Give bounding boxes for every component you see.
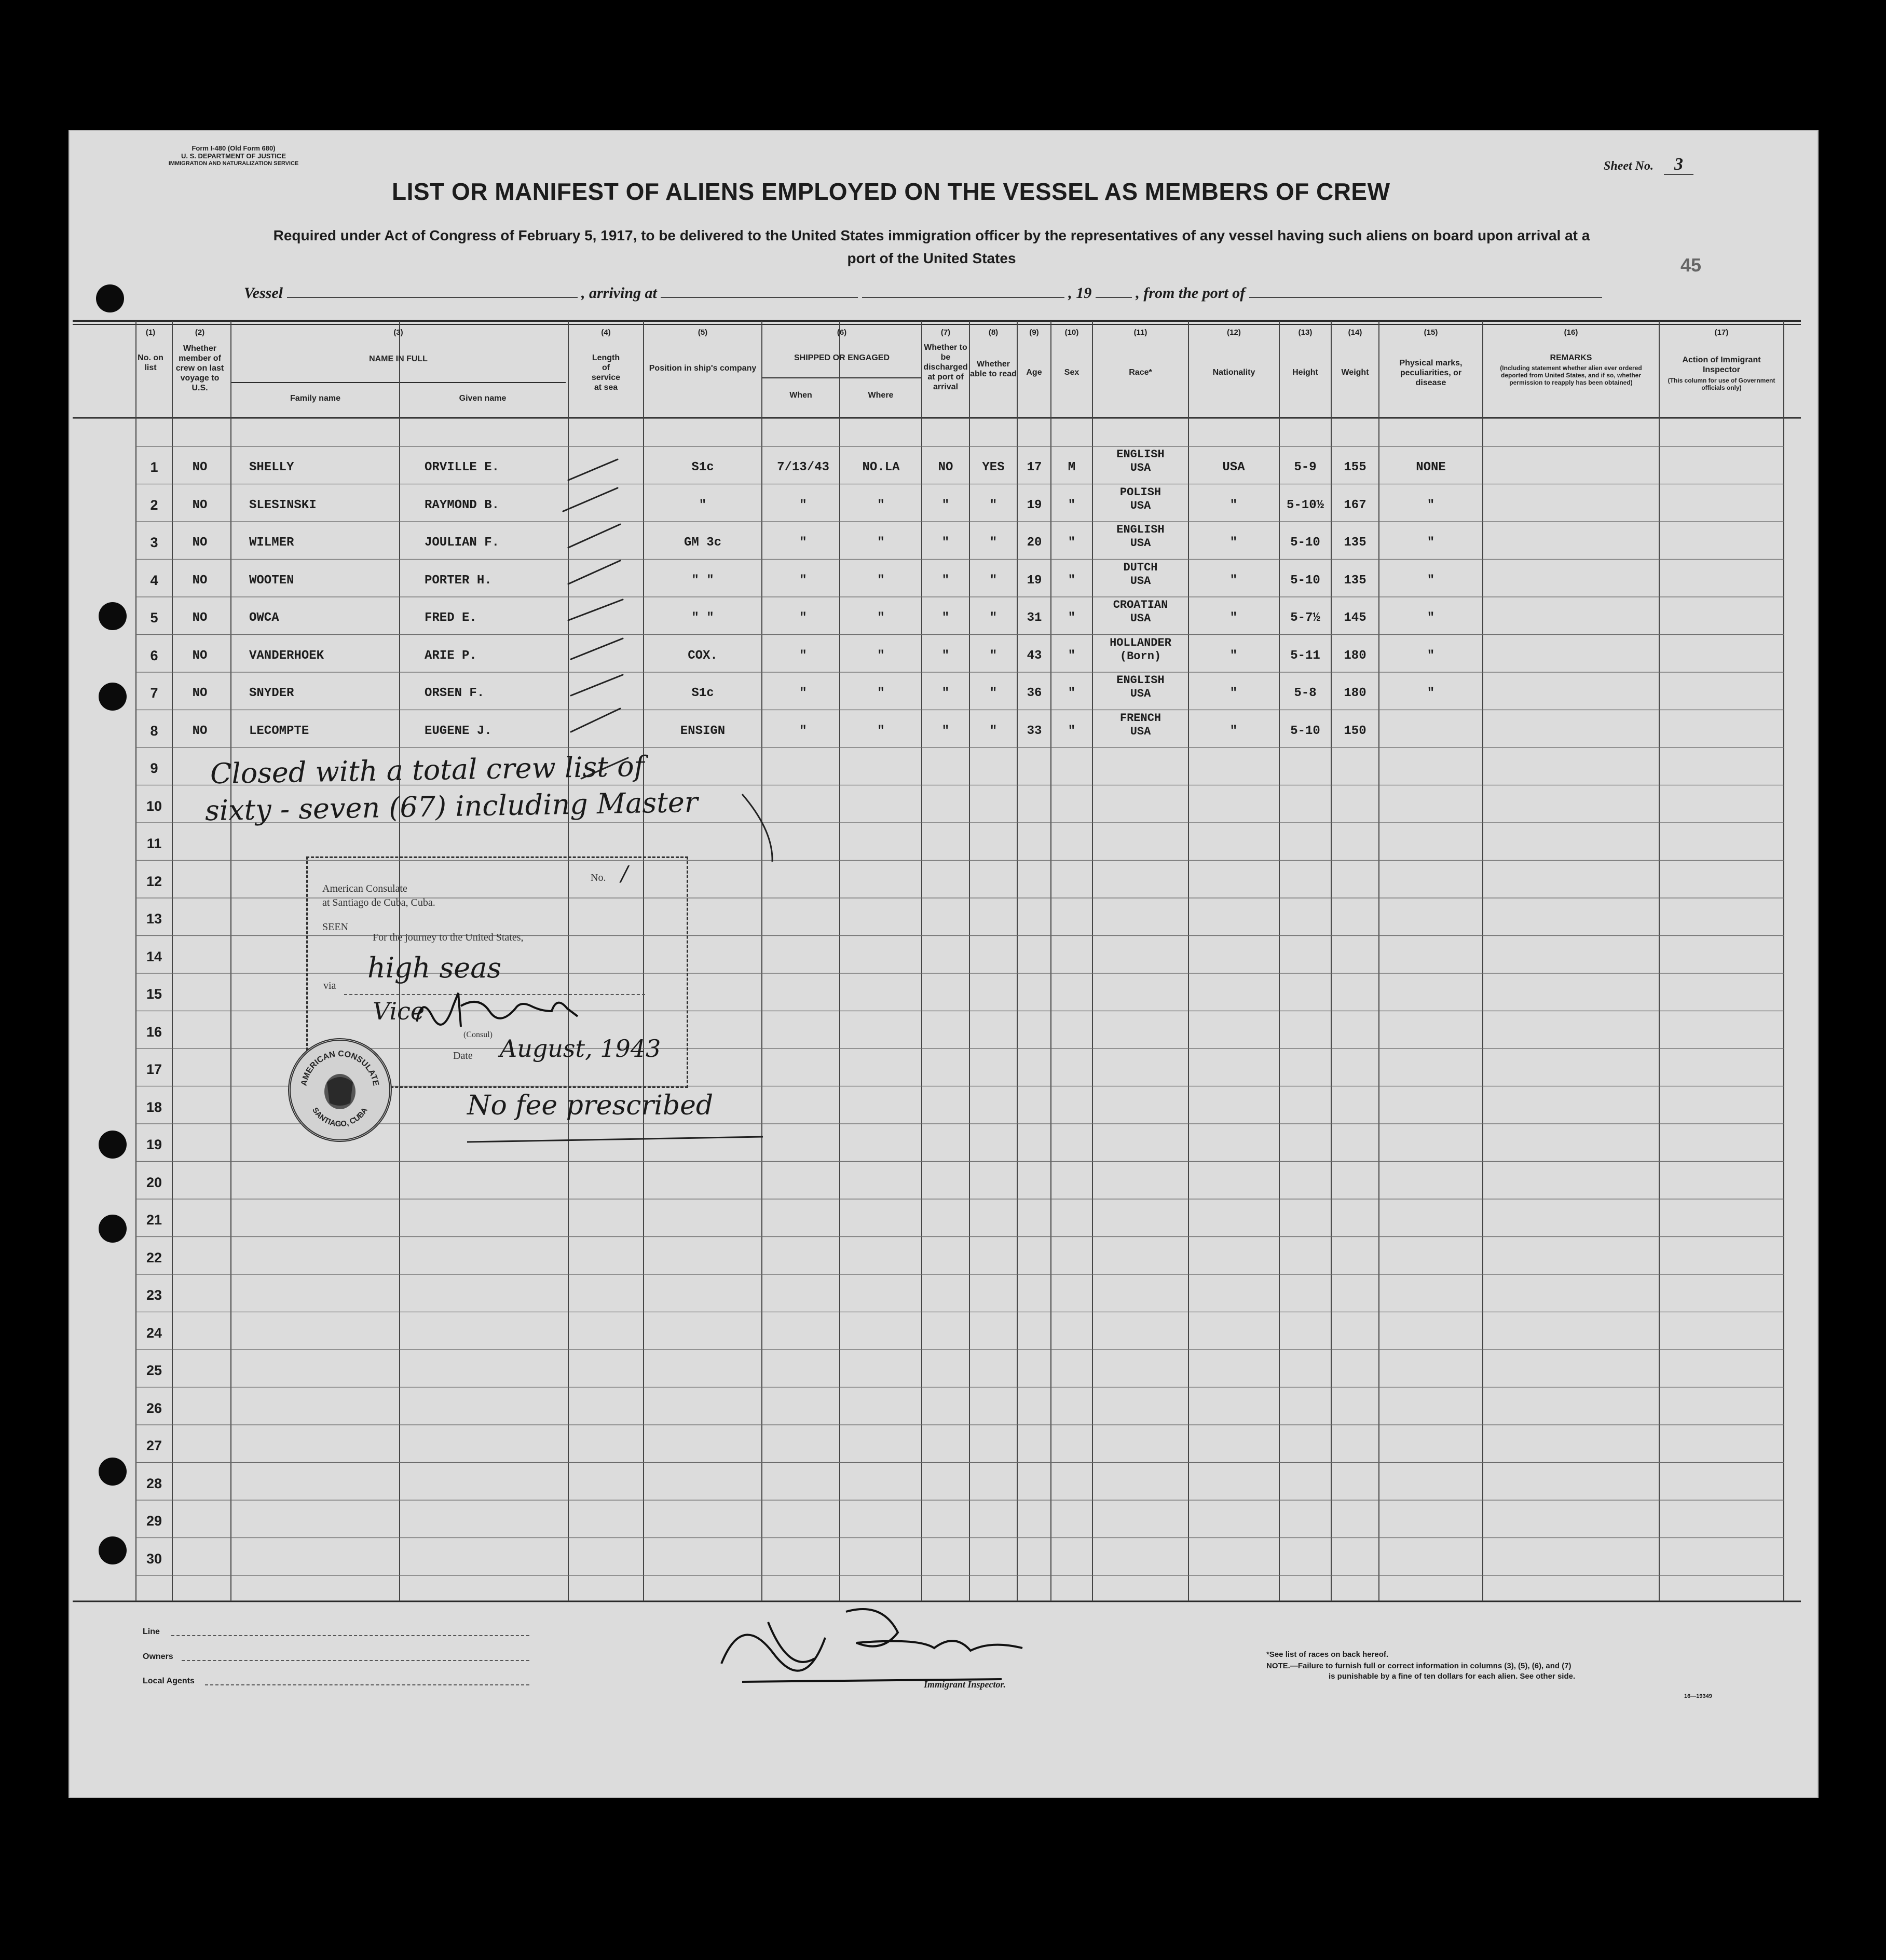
cell-sex: M [1068, 460, 1076, 474]
race-line-1: POLISH [1119, 485, 1161, 499]
stamp-no-label: No. [591, 872, 606, 883]
stamp-location: at Santiago de Cuba, Cuba. [322, 897, 435, 908]
row-number: 3 [150, 535, 158, 550]
col-number: (12) [1227, 328, 1241, 337]
cell-position: GM 3c [684, 536, 721, 550]
row-number: 27 [146, 1438, 162, 1453]
cell-read: " [989, 648, 997, 663]
col-number: (17) [1714, 328, 1729, 337]
col-header-when: When [789, 391, 812, 400]
cell-where: " [877, 611, 885, 625]
cell-given: ARIE P. [425, 648, 477, 663]
cell-marks: " [1427, 686, 1435, 700]
vessel-label: Vessel [244, 284, 283, 302]
penalty-note-2: is punishable by a fine of ten dollars for each alien. See other side. [1329, 1672, 1576, 1681]
cell-age: 20 [1027, 536, 1042, 550]
stamp-signature-prefix: Vice [373, 997, 425, 1025]
col-header-name: NAME IN FULL [369, 355, 428, 363]
row-number: 30 [146, 1550, 162, 1567]
cell-weight: 180 [1344, 686, 1366, 700]
arriving-label: , arriving at [581, 284, 657, 302]
race-line-2: USA [1130, 461, 1151, 474]
row-number: 11 [146, 836, 162, 851]
row-number: 20 [146, 1174, 162, 1190]
col-header-height: Height [1292, 368, 1318, 377]
closing-note-line-1: Closed with a total crew list of [210, 750, 645, 791]
race-line-2: USA [1130, 537, 1151, 550]
cell-nationality: " [1229, 724, 1238, 738]
cell-age: 19 [1027, 498, 1042, 512]
cell-last-voyage: NO [192, 536, 208, 550]
col-header-remarks: REMARKS [1550, 353, 1592, 362]
cell-height: 5-10 [1290, 573, 1320, 588]
race-line-1: ENGLISH [1116, 523, 1165, 536]
cell-when: " [799, 498, 807, 512]
col-header-where: Where [868, 391, 894, 400]
cell-read: " [989, 611, 997, 625]
col-header-no: No. on list [138, 353, 163, 372]
cell-last-voyage: NO [192, 611, 208, 625]
race-line-1: DUTCH [1123, 561, 1158, 574]
col-header-position: Position in ship's company [649, 364, 757, 373]
penalty-note: NOTE.—Failure to furnish full or correct information in columns (3), (5), (6), and (7) [1266, 1662, 1571, 1670]
cell-weight: 167 [1344, 498, 1366, 512]
row-number: 9 [150, 760, 158, 776]
cell-last-voyage: NO [192, 648, 208, 663]
cell-discharged: " [941, 573, 950, 588]
cell-given: FRED E. [425, 611, 477, 625]
cell-age: 31 [1027, 611, 1042, 625]
cell-where: " [877, 536, 885, 550]
row-number: 21 [146, 1212, 162, 1228]
col-number: (7) [940, 328, 951, 337]
cell-discharged: " [941, 498, 950, 512]
cell-age: 36 [1027, 686, 1042, 700]
department: U. S. DEPARTMENT OF JUSTICE [181, 152, 286, 160]
cell-weight: 150 [1344, 724, 1366, 738]
cell-read: " [989, 498, 997, 512]
cell-read: YES [982, 460, 1005, 474]
col-number: (11) [1133, 328, 1147, 337]
col-number: (14) [1348, 328, 1362, 337]
row-number: 23 [146, 1287, 162, 1303]
cell-discharged: " [941, 611, 950, 625]
col-header-discharged: Whether to be discharged at port of arrival [923, 343, 968, 391]
col-number: (2) [195, 328, 205, 337]
cell-nationality: USA [1222, 460, 1245, 474]
race-line-2: USA [1130, 612, 1151, 625]
cell-last-voyage: NO [192, 498, 208, 512]
row-number: 2 [150, 497, 158, 513]
col-header-marks: Physical marks, peculiarities, or disease [1399, 359, 1463, 387]
cell-sex: " [1068, 686, 1076, 700]
stamp-via-label: via [323, 980, 336, 991]
row-number: 8 [150, 723, 158, 739]
page-title: LIST OR MANIFEST OF ALIENS EMPLOYED ON THE VESSEL AS MEMBERS OF CREW [392, 178, 1390, 205]
cell-last-voyage: NO [192, 724, 208, 738]
stamp-consulate: American Consulate [322, 883, 407, 894]
cell-read: " [989, 536, 997, 550]
cell-discharged: " [941, 536, 950, 550]
inspector-label: Immigrant Inspector. [924, 1679, 1006, 1690]
col-number: (6) [837, 328, 847, 337]
cell-family: WILMER [249, 536, 294, 550]
cell-nationality: " [1229, 536, 1238, 550]
cell-given: RAYMOND B. [425, 498, 500, 512]
footer-line-label: Line [143, 1627, 160, 1636]
cell-where: " [877, 648, 885, 663]
cell-weight: 135 [1344, 536, 1366, 550]
col-header-shipped: SHIPPED OR ENGAGED [794, 353, 890, 362]
cell-position: " " [691, 611, 714, 625]
cell-height: 5-8 [1294, 686, 1317, 700]
seal-top-text: AMERICAN CONSULATE [299, 1049, 380, 1087]
service: IMMIGRATION AND NATURALIZATION SERVICE [168, 160, 299, 167]
col-number: (3) [393, 328, 403, 337]
cell-marks: " [1427, 611, 1435, 625]
from-label: , from the port of [1136, 284, 1246, 302]
footer-line-field [171, 1635, 529, 1636]
cell-weight: 155 [1344, 460, 1366, 474]
cell-family: SHELLY [249, 460, 294, 474]
row-number: 16 [146, 1024, 162, 1040]
col-number: (16) [1564, 328, 1578, 337]
cell-age: 17 [1027, 460, 1042, 474]
cell-last-voyage: NO [192, 573, 208, 588]
cell-nationality: " [1229, 498, 1238, 512]
cell-age: 33 [1027, 724, 1042, 738]
race-line-1: ENGLISH [1116, 674, 1165, 687]
row-number: 29 [146, 1513, 162, 1529]
cell-sex: " [1068, 611, 1076, 625]
cell-where: " [877, 498, 885, 512]
row-number: 28 [146, 1475, 162, 1491]
race-line-2: (Born) [1119, 649, 1161, 663]
row-number: 6 [150, 647, 158, 663]
col-header-sex: Sex [1064, 368, 1079, 377]
row-number: 25 [146, 1363, 162, 1378]
cell-family: SLESINSKI [249, 498, 317, 512]
no-fee-note: No fee prescribed [467, 1090, 714, 1121]
cell-last-voyage: NO [192, 686, 208, 700]
cell-marks: " [1427, 573, 1435, 588]
row-number: 19 [146, 1137, 162, 1152]
row-number: 22 [146, 1249, 162, 1265]
row-number: 12 [146, 873, 162, 889]
race-line-1: CROATIAN [1113, 598, 1168, 611]
cell-where: NO.LA [862, 460, 900, 474]
col-header-service: Length of service at sea [591, 353, 621, 392]
stamp-seen: SEEN [322, 921, 348, 933]
cell-family: OWCA [249, 611, 279, 625]
cell-position: " " [691, 573, 714, 588]
seal-bottom-text: SANTIAGO, CUBA [310, 1106, 370, 1129]
closing-note-line-2: sixty - seven (67) including Master [204, 785, 699, 827]
cell-given: EUGENE J. [425, 724, 492, 738]
cell-position: S1c [691, 460, 714, 474]
cell-read: " [989, 573, 997, 588]
cell-given: ORSEN F. [425, 686, 485, 700]
inspector-signature [711, 1591, 1054, 1690]
row-number: 5 [150, 610, 158, 625]
col-header-family: Family name [290, 394, 340, 403]
col-number: (8) [988, 328, 999, 337]
row-number: 4 [150, 572, 158, 588]
cell-sex: " [1068, 536, 1076, 550]
col-header-action: Action of Immigrant Inspector [1682, 356, 1761, 374]
race-line-1: ENGLISH [1116, 448, 1165, 461]
cell-position: COX. [688, 648, 718, 663]
cell-family: SNYDER [249, 686, 294, 700]
cell-sex: " [1068, 498, 1076, 512]
row-number: 26 [146, 1400, 162, 1416]
cell-given: ORVILLE E. [425, 460, 500, 474]
cell-marks: " [1427, 536, 1435, 550]
row-number: 17 [146, 1061, 162, 1077]
cell-discharged: " [941, 648, 950, 663]
col-number: (5) [698, 328, 708, 337]
cell-nationality: " [1229, 686, 1238, 700]
cell-marks: " [1427, 498, 1435, 512]
cell-position: S1c [691, 686, 714, 700]
cell-when: " [799, 536, 807, 550]
race-line-1: FRENCH [1119, 711, 1161, 725]
cell-sex: " [1068, 573, 1076, 588]
cell-last-voyage: NO [192, 460, 208, 474]
cell-discharged: NO [938, 460, 953, 474]
race-line-2: USA [1130, 725, 1151, 738]
row-number: 13 [146, 911, 162, 927]
cell-weight: 180 [1344, 648, 1366, 663]
row-number: 10 [146, 798, 162, 814]
footer-agents-label: Local Agents [143, 1677, 195, 1685]
row-number: 7 [150, 685, 158, 701]
stamp-date-label: Date [453, 1050, 473, 1061]
year-label: , 19 [1068, 284, 1092, 302]
race-line-1: HOLLANDER [1110, 636, 1171, 649]
stamp-no-value: / [621, 862, 628, 886]
race-line-2: USA [1130, 687, 1151, 700]
cell-when: " [799, 573, 807, 588]
row-number: 14 [146, 948, 162, 964]
cell-height: 5-11 [1290, 648, 1320, 663]
cell-read: " [989, 724, 997, 738]
cell-where: " [877, 686, 885, 700]
subtitle-line-2: port of the United States [847, 250, 1016, 266]
col-header-read: Whether able to read [970, 360, 1017, 378]
col-number: (13) [1298, 328, 1313, 337]
col-header-action-note: (This column for use of Government officials only) [1668, 377, 1775, 391]
cell-weight: 145 [1344, 611, 1366, 625]
col-number: (4) [601, 328, 611, 337]
cell-sex: " [1068, 648, 1076, 663]
col-header-weight: Weight [1341, 368, 1369, 377]
row-number: 15 [146, 986, 162, 1002]
cell-weight: 135 [1344, 573, 1366, 588]
cell-when: " [799, 611, 807, 625]
stamp-number: 45 [1680, 254, 1702, 276]
sheet-label: Sheet No. [1604, 159, 1653, 173]
cell-nationality: " [1229, 648, 1238, 663]
cell-marks: " [1427, 648, 1435, 663]
cell-position: " [699, 498, 707, 512]
race-line-2: USA [1130, 499, 1151, 512]
col-number: (1) [145, 328, 156, 337]
sheet-value: 3 [1664, 155, 1693, 175]
subtitle-line-1: Required under Act of Congress of February 5, 1917, to be delivered to the United States immigration officer by the representatives of any vessel having such aliens on board upon arrival at a [273, 227, 1590, 243]
cell-read: " [989, 686, 997, 700]
cell-height: 5-10 [1290, 536, 1320, 550]
cell-family: WOOTEN [249, 573, 294, 588]
cell-discharged: " [941, 724, 950, 738]
race-line-2: USA [1130, 574, 1151, 588]
cell-family: VANDERHOEK [249, 648, 324, 663]
cell-when: 7/13/43 [777, 460, 829, 474]
cell-where: " [877, 573, 885, 588]
print-code: 16—19349 [1684, 1693, 1712, 1699]
stamp-consul-label: (Consul) [463, 1030, 493, 1039]
stamp-journey: For the journey to the United States, [373, 932, 524, 943]
cell-height: 5-10 [1290, 724, 1320, 738]
stamp-date-value: August, 1943 [500, 1035, 661, 1063]
cell-marks: NONE [1416, 460, 1446, 474]
cell-nationality: " [1229, 573, 1238, 588]
cell-age: 19 [1027, 573, 1042, 588]
col-header-age: Age [1026, 368, 1042, 377]
row-number: 1 [150, 459, 158, 475]
cell-age: 43 [1027, 648, 1042, 663]
col-header-remarks-note: (Including statement whether alien ever ordered deported from United States, and if so, whether permission to reapply has been obtained) [1500, 364, 1642, 386]
col-header-race: Race* [1129, 368, 1152, 377]
cell-height: 5-10½ [1286, 498, 1324, 512]
col-number: (10) [1064, 328, 1079, 337]
col-number: (9) [1029, 328, 1039, 337]
row-number: 18 [146, 1099, 162, 1115]
cell-position: ENSIGN [680, 724, 726, 738]
form-number: Form I-480 (Old Form 680) [192, 144, 276, 152]
races-note: *See list of races on back hereof. [1266, 1650, 1389, 1659]
footer-agents-field [205, 1684, 529, 1685]
footer-owners-label: Owners [143, 1652, 173, 1661]
col-header-last-voyage: Whether member of crew on last voyage to U.S. [175, 344, 224, 392]
stamp-via-value: high seas [367, 951, 502, 984]
col-header-nationality: Nationality [1212, 368, 1255, 377]
footer-owners-field [182, 1660, 529, 1661]
cell-when: " [799, 686, 807, 700]
cell-sex: " [1068, 724, 1076, 738]
cell-given: JOULIAN F. [425, 536, 500, 550]
cell-family: LECOMPTE [249, 724, 309, 738]
cell-nationality: " [1229, 611, 1238, 625]
cell-height: 5-7½ [1290, 611, 1320, 625]
cell-when: " [799, 724, 807, 738]
cell-where: " [877, 724, 885, 738]
cell-given: PORTER H. [425, 573, 492, 588]
cell-height: 5-9 [1294, 460, 1317, 474]
col-number: (15) [1424, 328, 1438, 337]
cell-when: " [799, 648, 807, 663]
cell-discharged: " [941, 686, 950, 700]
row-number: 24 [146, 1325, 162, 1341]
col-header-given: Given name [459, 394, 507, 403]
